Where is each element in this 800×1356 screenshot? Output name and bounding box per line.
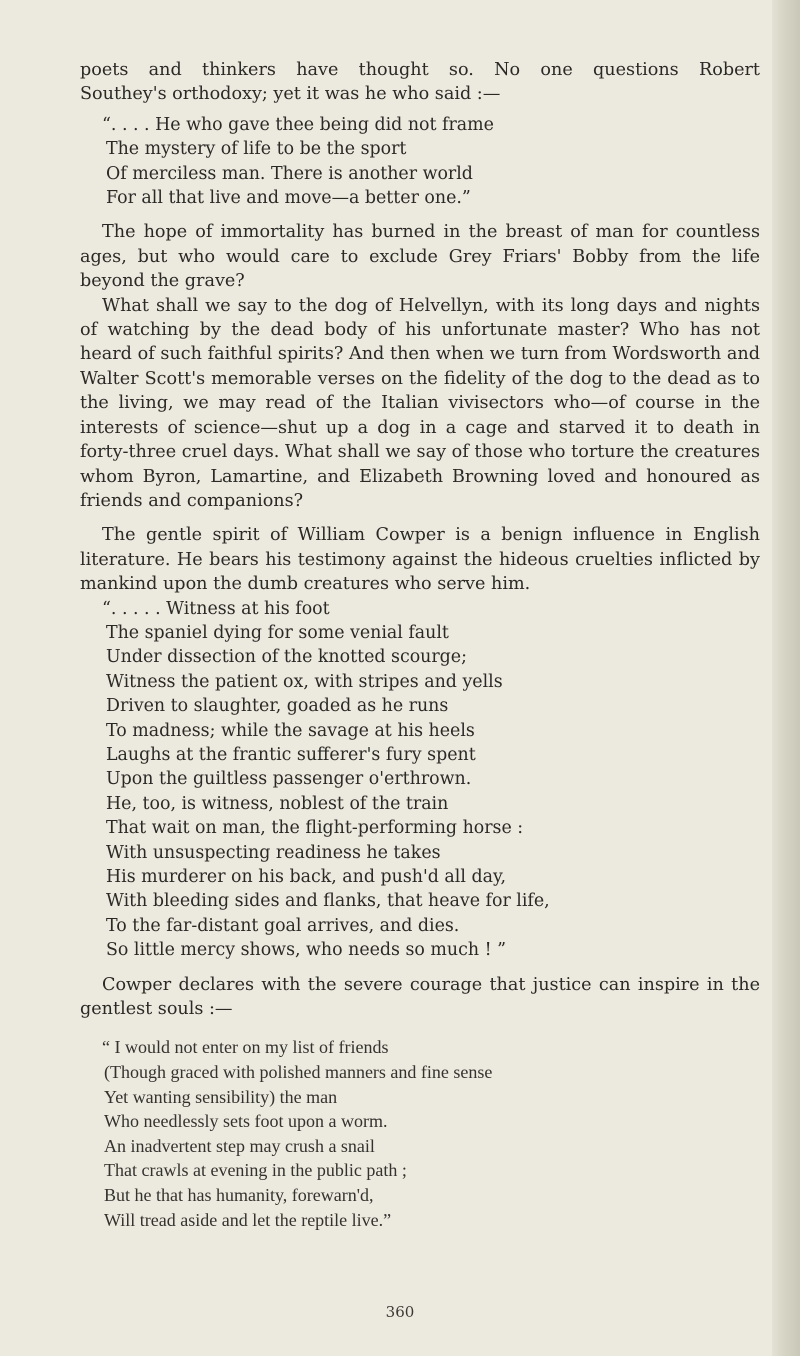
text-line: What shall we say to the dog of Helvellyn, with its long days [102,295,665,316]
page-body [80,58,760,1232]
paragraph-cowper-declares [80,973,760,1022]
verse-line: But he that has humanity, forewarn'd, [104,1185,374,1205]
verse-line: His murderer on his back, and push'd all day, [106,867,506,887]
verse-line: “. . . . He who gave thee being did not frame [102,114,494,135]
quote-cowper-witness-verse [80,597,760,963]
text-line: Who has not heard of such faithful spirits? And then when we turn [80,320,760,365]
verse-line: “ I would not enter on my list of friends [102,1037,389,1058]
quote-cowper-friends-verse [80,1035,760,1232]
verse-line: That wait on man, the flight-performing horse : [106,818,524,839]
quote-southey-verse [80,113,760,211]
text-line: Cowper declares with the severe courage that justice can inspire [102,974,707,995]
verse-line: Who needlessly sets foot upon a worm. [104,1111,388,1132]
paragraph-southey-intro [80,58,760,107]
text-line: from the life beyond the grave? [80,246,760,292]
verse-line: So little mercy shows, who needs so much ! ” [106,940,506,961]
verse-line: Laughs at the frantic sufferer's fury spent [106,744,476,765]
text-line: What shall we say of those who torture the creatures whom Byron, [80,442,761,487]
verse-line: Witness the patient ox, with stripes and yells [106,671,503,692]
verse-line: The mystery of life to be the sport [106,139,407,160]
page-number: 360 [385,1303,415,1321]
verse-line: With bleeding sides and flanks, that heave for life, [106,891,550,912]
text-line: up a dog in a cage and starved it to death in forty-three cruel days. [80,417,760,463]
text-line: him. [491,574,531,595]
verse-line: With unsuspecting readiness he takes [106,842,441,863]
verse-line: He, too, is witness, noblest of the train [106,793,449,814]
verse-line: An inadvertent step may crush a snail [104,1135,375,1156]
verse-line: (Though graced with polished manners and fine sense [104,1062,493,1083]
verse-line: For all that live and move—a better one.” [106,188,471,209]
text-line: in the gentlest souls :— [80,974,760,1020]
text-line: cruelties inflicted by mankind upon the dumb creatures who serve [80,549,760,595]
verse-line: Driven to slaughter, goaded as he runs [106,696,449,717]
verse-line: The spaniel dying for some venial fault [106,622,449,643]
text-line: and companions? [148,490,304,511]
verse-line: Upon the guiltless passenger o'erthrown. [106,769,472,790]
paragraph-immortality [80,220,760,293]
verse-line: To madness; while the savage at his heels [106,720,475,741]
text-line: from Wordsworth and Walter Scott's memorable verses on the [80,344,760,389]
text-line: Southey's orthodoxy; yet it was he who said :— [80,84,501,105]
text-line: and nights of watching by the dead body of his unfortunate master? [80,295,760,341]
verse-line: Yet wanting sensibility) the man [104,1086,338,1107]
verse-line: Will tread aside and let the reptile live.” [104,1209,392,1230]
text-line: fidelity of the dog to the dead as to the living, we may read of the [80,368,761,414]
verse-line: Of merciless man. There is another world [106,163,473,184]
paragraph-cowper [80,523,760,596]
verse-line: “. . . . . Witness at his foot [102,598,330,619]
paragraph-helvellyn [80,294,760,514]
verse-line: Under dissection of the knotted scourge; [106,647,467,668]
page-edge-shadow [772,0,800,1356]
text-line: Lamartine, and Elizabeth Browning loved and honoured as friends [80,466,760,511]
verse-line: To the far-distant goal arrives, and dies. [106,915,460,936]
text-line: English literature. He bears his testimony against the hideous [80,525,760,570]
text-line: poets and thinkers have thought so. No one questions Robert [80,60,760,80]
verse-line: That crawls at evening in the public path ; [104,1160,407,1181]
text-line: The hope of immortality has burned in the breast of man for [102,222,676,243]
text-line: The gentle spirit of William Cowper is a benign influence in [102,525,693,546]
text-line: countless ages, but who would care to exclude Grey Friars' Bobby [80,222,760,267]
text-line: Italian vivisectors who—of course in the interests of science—shut [80,393,760,438]
